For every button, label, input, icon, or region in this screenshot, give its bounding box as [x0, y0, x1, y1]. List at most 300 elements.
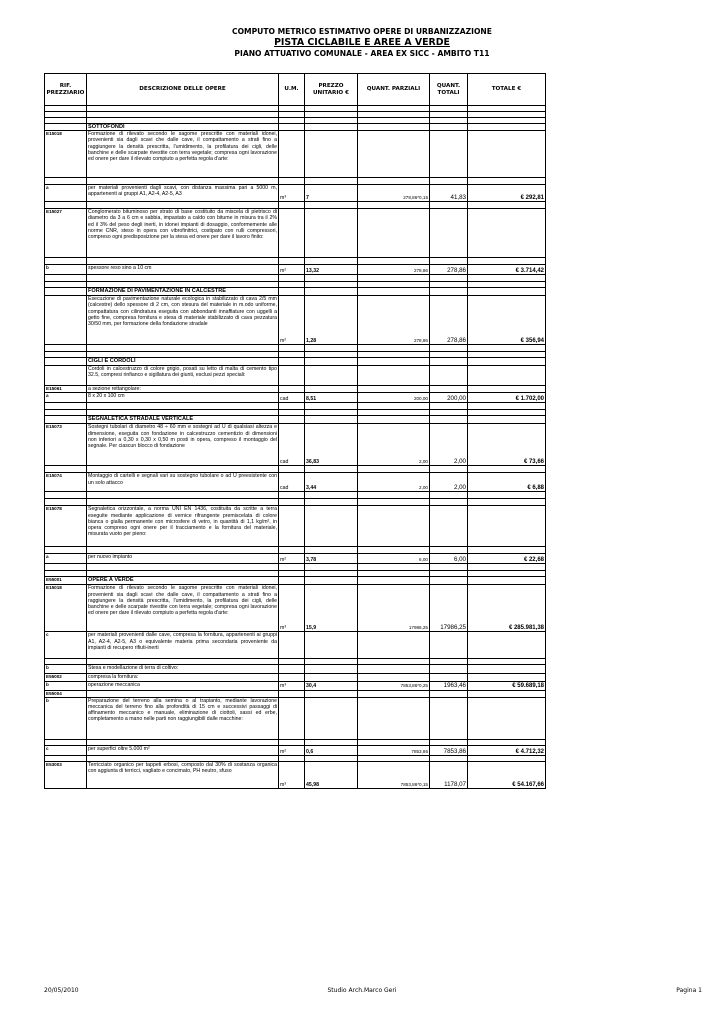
- header-project: PIANO ATTUATIVO COMUNALE - AREA EX SICC - AMBITO T11: [234, 49, 490, 58]
- row-code: E53003: [45, 761, 87, 788]
- row-total: [468, 665, 546, 674]
- row-unit: [279, 564, 305, 571]
- row-code: [45, 275, 87, 282]
- row-total-qty: [430, 131, 468, 178]
- row-unit-price: [305, 178, 358, 185]
- spacer-row: [45, 466, 546, 473]
- row-partial-qty: [358, 547, 430, 554]
- row-total-qty: [430, 632, 468, 659]
- row-total-qty: [430, 492, 468, 499]
- row-partial-qty: 2,00: [358, 424, 430, 466]
- row-description: CIGLI E CORDOLI: [87, 358, 279, 366]
- row-unit-price: [305, 632, 358, 659]
- spacer-row: [45, 202, 546, 209]
- row-unit-price: [305, 345, 358, 352]
- row-total: € 4.712,32: [468, 745, 546, 755]
- row-partial-qty: [358, 492, 430, 499]
- row-unit-price: 8,51: [305, 393, 358, 403]
- row-total: [468, 697, 546, 739]
- table-row: [45, 554, 546, 564]
- row-unit-price: [305, 209, 358, 258]
- row-total-qty: [430, 275, 468, 282]
- spacer-row: [45, 403, 546, 410]
- row-description: per materiali provenienti dagli scavi, con distanza massima pari a 5000 m, appartenenti ai gruppi A1, A2-4, A2-5, A3: [87, 185, 279, 202]
- row-total: [468, 345, 546, 352]
- row-total: € 292,81: [468, 185, 546, 202]
- row-partial-qty: 6,00: [358, 554, 430, 564]
- row-code: a: [45, 554, 87, 564]
- row-code: [45, 564, 87, 571]
- row-unit: cad: [279, 473, 305, 492]
- row-unit-price: 3,44: [305, 473, 358, 492]
- row-unit: m³: [279, 585, 305, 632]
- row-unit-price: 3,78: [305, 554, 358, 564]
- row-description: operazione meccanica: [87, 681, 279, 690]
- row-partial-qty: [358, 665, 430, 674]
- row-total-qty: [430, 209, 468, 258]
- row-unit: m³: [279, 761, 305, 788]
- row-code: [45, 416, 87, 424]
- row-code: E15018: [45, 131, 87, 178]
- row-unit: [279, 366, 305, 386]
- row-unit-price: [305, 416, 358, 424]
- row-partial-qty: 200,00: [358, 393, 430, 403]
- row-total: [468, 202, 546, 209]
- row-total-qty: [430, 358, 468, 366]
- row-partial-qty: 2,00: [358, 473, 430, 492]
- footer-studio: Studio Arch.Marco Geri: [327, 987, 397, 994]
- row-total: € 22,68: [468, 554, 546, 564]
- row-total-qty: [430, 466, 468, 473]
- row-unit: [279, 492, 305, 499]
- table-row: [45, 632, 546, 659]
- row-unit: [279, 124, 305, 131]
- row-total-qty: 2,00: [430, 424, 468, 466]
- row-unit-price: [305, 665, 358, 674]
- table-row: [45, 209, 546, 258]
- row-description: Preparazione del terreno alla semina o al trapianto, mediante lavorazione meccanica del terreno fino alla profondità di 15 cm e successivi passaggi di affinamento meccanico e manuale, eliminazione di ciottoli, sassi ed erbe, completamento a mano nelle parti non raggiungibili dalle macchine:: [87, 697, 279, 739]
- row-total-qty: 41,83: [430, 185, 468, 202]
- row-description: [87, 275, 279, 282]
- row-total-qty: 6,00: [430, 554, 468, 564]
- row-total: [468, 403, 546, 410]
- col-header-partial-qty: QUANT. PARZIALI: [358, 74, 430, 106]
- row-total-qty: [430, 345, 468, 352]
- row-total: [468, 288, 546, 296]
- row-partial-qty: [358, 697, 430, 739]
- row-total-qty: 278,86: [430, 296, 468, 345]
- row-unit-price: 0,6: [305, 745, 358, 755]
- row-unit-price: 36,83: [305, 424, 358, 466]
- row-unit: m²: [279, 554, 305, 564]
- row-unit: m³: [279, 185, 305, 202]
- row-unit-price: 13,32: [305, 265, 358, 275]
- row-total-qty: [430, 547, 468, 554]
- row-description: SEGNALETICA STRADALE VERTICALE: [87, 416, 279, 424]
- row-description: OPERE A VERDE: [87, 577, 279, 585]
- row-code: [45, 499, 87, 506]
- row-description: Conglomerato bituminoso per strato di base costituito da miscela di pietrisco di diametro da 3 a 6 cm e sabbia, impastato a caldo con bitume in misura tra il 2% ed il 3% del peso degli inerti, in idonei impianti di dosaggio, conformemente alle norme CNR, steso in opera con vibrofinitrici, costipato con rulli compressori, compreso ogni predisposizione per la stesa ed onere per dare il lavoro finito:: [87, 209, 279, 258]
- row-total-qty: [430, 202, 468, 209]
- row-total: [468, 632, 546, 659]
- row-code: [45, 178, 87, 185]
- row-total: [468, 416, 546, 424]
- row-total-qty: 17986,25: [430, 585, 468, 632]
- row-code: E15073: [45, 424, 87, 466]
- table-row: [45, 690, 546, 697]
- row-unit-price: [305, 577, 358, 585]
- row-unit: m²: [279, 265, 305, 275]
- row-code: a: [45, 185, 87, 202]
- row-unit-price: [305, 403, 358, 410]
- row-unit-price: 1,28: [305, 296, 358, 345]
- row-partial-qty: [358, 403, 430, 410]
- spacer-row: [45, 499, 546, 506]
- row-unit-price: [305, 506, 358, 547]
- row-unit-price: [305, 564, 358, 571]
- row-partial-qty: [358, 124, 430, 131]
- row-description: Sostegni tubolari di diametro 48 ÷ 60 mm e sostegni ad U di qualsiasi altezza e dimensione, eseguita con fondazione in calcestruzzo cementizio di dimensioni non inferiori a 0,30 x 0,30 x 0,50 m posti in opera, compreso il montaggio del segnale. Per ciascun blocco di fondazione: [87, 424, 279, 466]
- row-total: € 3.714,42: [468, 265, 546, 275]
- row-code: E15061: [45, 386, 87, 393]
- row-unit: [279, 288, 305, 296]
- row-unit-price: [305, 366, 358, 386]
- spacer-row: [45, 492, 546, 499]
- row-unit-price: [305, 386, 358, 393]
- spacer-row: [45, 275, 546, 282]
- row-total: [468, 275, 546, 282]
- spacer-row: [45, 345, 546, 352]
- row-total: [468, 492, 546, 499]
- table-row: [45, 393, 546, 403]
- row-partial-qty: 17986,25: [358, 585, 430, 632]
- row-code: E55001: [45, 577, 87, 585]
- row-code: a: [45, 393, 87, 403]
- row-partial-qty: [358, 258, 430, 265]
- row-description: Cordoli in calcestruzzo di colore grigio, posati su letto di malta di cemento tipo 32.5, compresi rinfianco e sigillatura dei giunti, esclusi pezzi speciali:: [87, 366, 279, 386]
- table-row: [45, 296, 546, 345]
- col-header-rif: RIF. PREZZIARIO: [45, 74, 87, 106]
- row-total-qty: [430, 366, 468, 386]
- row-description: [87, 492, 279, 499]
- row-unit: [279, 632, 305, 659]
- row-total: [468, 131, 546, 178]
- row-description: 8 x 20 x 100 cm: [87, 393, 279, 403]
- row-description: [87, 178, 279, 185]
- col-header-total-qty: QUANT. TOTALI: [430, 74, 468, 106]
- row-total-qty: [430, 416, 468, 424]
- table-row: [45, 761, 546, 788]
- row-total: [468, 506, 546, 547]
- row-total-qty: [430, 690, 468, 697]
- row-unit: [279, 202, 305, 209]
- row-total: € 356,94: [468, 296, 546, 345]
- row-description: [87, 690, 279, 697]
- row-unit-price: [305, 358, 358, 366]
- row-code: [45, 466, 87, 473]
- footer-date: 20/05/2010: [44, 987, 79, 994]
- row-code: [45, 492, 87, 499]
- row-total-qty: [430, 386, 468, 393]
- table-row: [45, 386, 546, 393]
- row-unit-price: [305, 275, 358, 282]
- row-code: [45, 358, 87, 366]
- row-partial-qty: [358, 178, 430, 185]
- spacer-row: [45, 258, 546, 265]
- row-unit: [279, 386, 305, 393]
- row-total-qty: [430, 577, 468, 585]
- row-unit: [279, 178, 305, 185]
- table-row: [45, 674, 546, 681]
- table-row: [45, 366, 546, 386]
- row-code: [45, 366, 87, 386]
- col-header-description: DESCRIZIONE DELLE OPERE: [87, 74, 279, 106]
- table-row: [45, 473, 546, 492]
- row-code: [45, 258, 87, 265]
- row-total: [468, 386, 546, 393]
- row-description: spessore reso sino a 10 cm: [87, 265, 279, 275]
- row-description: [87, 547, 279, 554]
- row-total-qty: [430, 674, 468, 681]
- spacer-row: [45, 547, 546, 554]
- row-code: c: [45, 632, 87, 659]
- row-partial-qty: [358, 466, 430, 473]
- row-total: [468, 366, 546, 386]
- row-description: per nuovo impianto: [87, 554, 279, 564]
- row-code: [45, 202, 87, 209]
- row-total: € 1.702,00: [468, 393, 546, 403]
- row-code: b: [45, 265, 87, 275]
- row-code: [45, 296, 87, 345]
- row-description: Formazione di rilevato secondo le sagome prescritte con materiali idonei, provenienti sia dagli scavi che dalle cave, il compattamento a strati fino a raggiungere la densità prescritta, l'umidimento, la profilatura dei cigli, delle banchine e delle scarpate rivestite con terra vegetale; compresa ogni lavorazione ed onere per dare il rilevato compiuto a perfetta regola d'arte:: [87, 131, 279, 178]
- row-unit: [279, 665, 305, 674]
- row-unit: cad: [279, 424, 305, 466]
- row-code: b: [45, 681, 87, 690]
- row-unit: [279, 499, 305, 506]
- row-description: compresa la fornitura:: [87, 674, 279, 681]
- row-unit-price: [305, 288, 358, 296]
- row-unit-price: [305, 499, 358, 506]
- row-description: [87, 466, 279, 473]
- row-total-qty: [430, 564, 468, 571]
- table-row: [45, 745, 546, 755]
- row-code: [45, 124, 87, 131]
- row-unit-price: [305, 202, 358, 209]
- row-code: b: [45, 665, 87, 674]
- row-unit: [279, 209, 305, 258]
- row-unit: [279, 403, 305, 410]
- row-total-qty: [430, 124, 468, 131]
- row-partial-qty: [358, 674, 430, 681]
- row-partial-qty: [358, 275, 430, 282]
- row-partial-qty: [358, 386, 430, 393]
- table-row: [45, 288, 546, 296]
- row-description: [87, 564, 279, 571]
- row-unit: [279, 345, 305, 352]
- row-total-qty: 2,00: [430, 473, 468, 492]
- row-unit: [279, 275, 305, 282]
- row-total: [468, 124, 546, 131]
- row-code: b: [45, 697, 87, 739]
- row-unit-price: [305, 690, 358, 697]
- spacer-row: [45, 564, 546, 571]
- row-code: [45, 288, 87, 296]
- table-row: [45, 131, 546, 178]
- row-partial-qty: [358, 131, 430, 178]
- row-unit-price: [305, 697, 358, 739]
- row-partial-qty: [358, 416, 430, 424]
- table-row: [45, 124, 546, 131]
- row-unit-price: [305, 124, 358, 131]
- row-unit: m²: [279, 296, 305, 345]
- row-total-qty: [430, 403, 468, 410]
- row-unit-price: 45,98: [305, 761, 358, 788]
- table-row: [45, 416, 546, 424]
- row-description: FORMAZIONE DI PAVIMENTAZIONE IN CALCESTRE: [87, 288, 279, 296]
- table-header-row: [45, 74, 546, 106]
- row-partial-qty: [358, 288, 430, 296]
- row-unit-price: 7: [305, 185, 358, 202]
- row-code: [45, 547, 87, 554]
- col-header-unit-price: PREZZO UNITARIO €: [305, 74, 358, 106]
- row-total: [468, 674, 546, 681]
- row-total-qty: [430, 697, 468, 739]
- table-row: [45, 681, 546, 690]
- col-header-total: TOTALE €: [468, 74, 546, 106]
- row-description: Terricciato organico per tappeti erbosi, composto dal 30% di sostanza organica con aggiunta di terricci, vagliato e concimato, PH neutro, sfuso: [87, 761, 279, 788]
- row-partial-qty: 7853,86*0,25: [358, 681, 430, 690]
- row-partial-qty: 278,86*0,15: [358, 185, 430, 202]
- row-description: per superfici oltre 5.000 m²: [87, 745, 279, 755]
- row-partial-qty: 278,86: [358, 296, 430, 345]
- table-row: [45, 697, 546, 739]
- row-unit: [279, 416, 305, 424]
- row-description: [87, 202, 279, 209]
- row-partial-qty: [358, 690, 430, 697]
- row-total: € 285.981,38: [468, 585, 546, 632]
- row-total-qty: [430, 178, 468, 185]
- row-total-qty: [430, 258, 468, 265]
- row-description: Stesa e modellazione di terra di coltivo:: [87, 665, 279, 674]
- row-partial-qty: [358, 632, 430, 659]
- row-unit: [279, 358, 305, 366]
- row-code: [45, 345, 87, 352]
- row-partial-qty: [358, 564, 430, 571]
- row-unit: [279, 258, 305, 265]
- row-description: [87, 345, 279, 352]
- row-total: [468, 564, 546, 571]
- row-code: E15027: [45, 209, 87, 258]
- row-total-qty: 7853,86: [430, 745, 468, 755]
- table-row: [45, 424, 546, 466]
- row-total-qty: 278,86: [430, 265, 468, 275]
- row-total: € 54.167,66: [468, 761, 546, 788]
- row-description: a sezione rettangolare:: [87, 386, 279, 393]
- row-unit: [279, 466, 305, 473]
- row-code: c: [45, 745, 87, 755]
- row-partial-qty: [358, 209, 430, 258]
- row-total: [468, 499, 546, 506]
- row-unit: m²: [279, 745, 305, 755]
- row-total-qty: [430, 506, 468, 547]
- table-row: [45, 506, 546, 547]
- row-total-qty: [430, 665, 468, 674]
- row-description: [87, 403, 279, 410]
- row-partial-qty: [358, 577, 430, 585]
- header-subtitle: PISTA CICLABILE E AREE A VERDE: [274, 37, 450, 48]
- row-unit: [279, 547, 305, 554]
- table-row: [45, 665, 546, 674]
- row-total: [468, 577, 546, 585]
- row-unit: [279, 697, 305, 739]
- row-unit-price: [305, 258, 358, 265]
- row-unit-price: [305, 547, 358, 554]
- row-total: € 59.689,18: [468, 681, 546, 690]
- row-total: [468, 466, 546, 473]
- row-unit: cad: [279, 393, 305, 403]
- row-partial-qty: [358, 358, 430, 366]
- document-header: [0, 27, 724, 59]
- row-total: [468, 178, 546, 185]
- table-body: [45, 106, 546, 789]
- row-partial-qty: [358, 366, 430, 386]
- spacer-row: [45, 178, 546, 185]
- table-row: [45, 577, 546, 585]
- row-unit: [279, 690, 305, 697]
- row-unit-price: 15,9: [305, 585, 358, 632]
- row-total: [468, 358, 546, 366]
- row-total-qty: [430, 499, 468, 506]
- table-row: [45, 585, 546, 632]
- row-description: Formazione di rilevato secondo le sagome prescritte con materiali idonei, provenienti sia dagli scavi che dalle cave, il compattamento a strati fino a raggiungere la densità prescritta, l'umidimento, la profilatura dei cigli, delle banchine e delle scarpate rivestite con terra vegetale; compresa ogni lavorazione ed onere per dare il rilevato compiuto a perfetta regola d'arte:: [87, 585, 279, 632]
- row-total: € 6,88: [468, 473, 546, 492]
- row-total-qty: 200,00: [430, 393, 468, 403]
- row-unit-price: [305, 466, 358, 473]
- row-total: [468, 547, 546, 554]
- row-partial-qty: 278,86: [358, 265, 430, 275]
- row-unit: [279, 506, 305, 547]
- footer-page-number: Pagina 1: [676, 987, 702, 994]
- row-description: [87, 258, 279, 265]
- row-code: E15074: [45, 473, 87, 492]
- row-description: Segnaletica orizzontale, a norma UNI EN 1436, costituita da scritte a terra eseguite mediante applicazione di vernice rifrangente premiscelata di colore bianca o gialla permanente con microsfere di vetro, in quantità di 1,1 kg/m², in opera compreso ogni onere per il tracciamento e la fornitura del materiale, misurata vuoto per pieno:: [87, 506, 279, 547]
- row-unit: [279, 131, 305, 178]
- table-row: [45, 185, 546, 202]
- row-unit-price: [305, 492, 358, 499]
- row-code: [45, 403, 87, 410]
- row-partial-qty: [358, 202, 430, 209]
- row-description: Esecuzione di pavimentazione naturale ecologica in stabilizzato di cava 2/5 mm (calcestre) dello spessore di 2 cm, con stesura del materiale in m.odo uniforme, compattatura con cilindratura eseguita con abbondanti innaffiature con uggelli a getto fine, compresa fornitura e stesa di materiale stabilizzato di cava pezzatura 30/50 mm, per formazione della fondazione stradale: [87, 296, 279, 345]
- row-total-qty: [430, 288, 468, 296]
- header-title: COMPUTO METRICO ESTIMATIVO OPERE DI URBANIZZAZIONE: [232, 27, 492, 36]
- row-description: [87, 499, 279, 506]
- row-code: E55002: [45, 674, 87, 681]
- bill-of-quantities-table: [44, 73, 546, 789]
- table-row: [45, 265, 546, 275]
- row-code: E15078: [45, 506, 87, 547]
- row-unit-price: 30,4: [305, 681, 358, 690]
- row-partial-qty: 7853,86*0,15: [358, 761, 430, 788]
- row-partial-qty: [358, 506, 430, 547]
- row-partial-qty: [358, 345, 430, 352]
- row-total: € 73,66: [468, 424, 546, 466]
- row-unit-price: [305, 674, 358, 681]
- row-unit-price: [305, 131, 358, 178]
- col-header-unit: U.M.: [279, 74, 305, 106]
- row-unit: [279, 577, 305, 585]
- row-total-qty: 1963,46: [430, 681, 468, 690]
- row-description: SOTTOFONDI: [87, 124, 279, 131]
